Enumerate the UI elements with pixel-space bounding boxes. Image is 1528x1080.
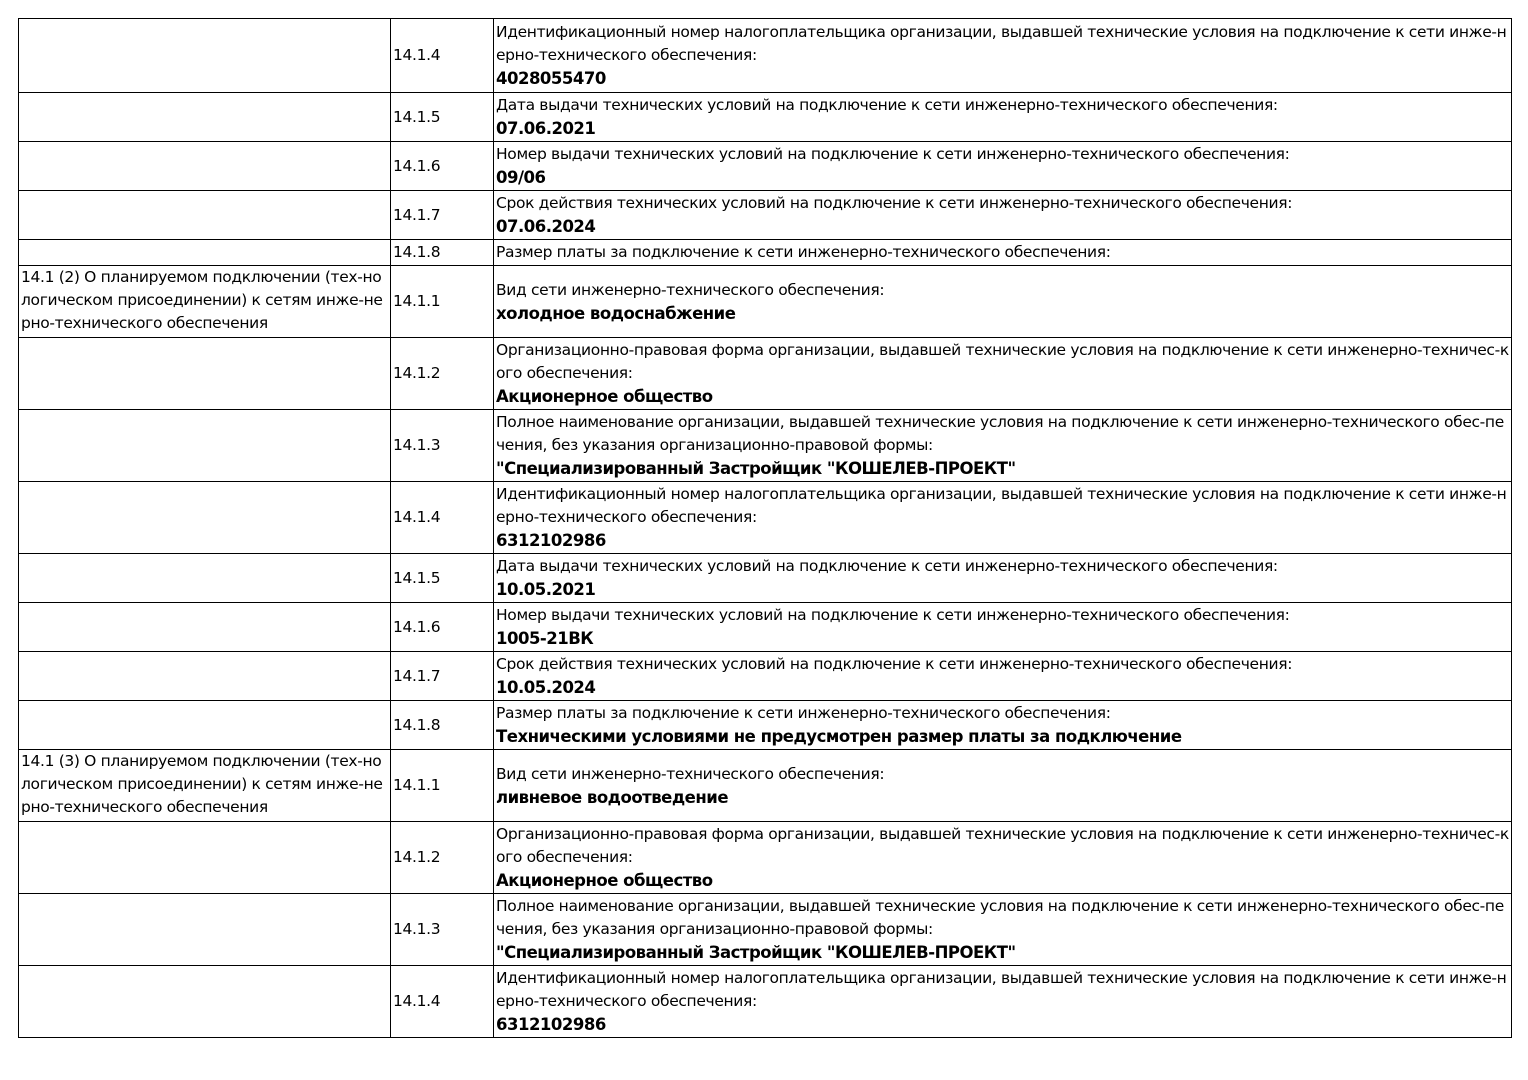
item-number: 14.1.8	[391, 240, 494, 266]
item-number: 14.1.7	[391, 652, 494, 701]
item-label: Организационно-правовая форма организации, выдавшей технические условия на подключение к сети инженерно-техничес-кого обеспечения:	[496, 341, 1509, 382]
item-description	[494, 894, 1512, 966]
item-number: 14.1.3	[391, 894, 494, 966]
item-value: ливневое водоотведение	[496, 787, 729, 807]
table-row	[19, 603, 1512, 652]
item-value: 10.05.2024	[496, 678, 596, 697]
table-row	[19, 142, 1512, 191]
table-row	[19, 894, 1512, 966]
section-cell	[19, 554, 391, 603]
section-cell	[19, 266, 391, 338]
item-label: Вид сети инженерно-технического обеспечения:	[496, 280, 885, 299]
section-cell	[19, 894, 391, 966]
item-description	[494, 701, 1512, 750]
item-number: 14.1.5	[391, 93, 494, 142]
item-description	[494, 822, 1512, 894]
item-value: 07.06.2021	[496, 119, 596, 138]
section-cell	[19, 966, 391, 1038]
item-number: 14.1.6	[391, 142, 494, 191]
table-row	[19, 701, 1512, 750]
section-cell	[19, 338, 391, 410]
item-label: Срок действия технических условий на подключение к сети инженерно-технического обеспечения:	[496, 655, 1293, 673]
item-label: Размер платы за подключение к сети инженерно-технического обеспечения:	[496, 243, 1111, 261]
item-label: Дата выдачи технических условий на подключение к сети инженерно-технического обеспечения:	[496, 557, 1278, 575]
table-row	[19, 822, 1512, 894]
item-description	[494, 266, 1512, 338]
table-row	[19, 93, 1512, 142]
item-value: Акционерное общество	[496, 871, 713, 890]
item-value: 07.06.2024	[496, 217, 596, 236]
section-cell	[19, 652, 391, 701]
table-row	[19, 266, 1512, 338]
item-label: Идентификационный номер налогоплательщика организации, выдавшей технические условия на подключение к сети инже-нерно-технического обеспечения:	[496, 485, 1507, 526]
table-row	[19, 966, 1512, 1038]
table-row	[19, 750, 1512, 822]
table-row	[19, 410, 1512, 482]
item-value: холодное водоснабжение	[496, 303, 736, 323]
item-number: 14.1.8	[391, 701, 494, 750]
item-label: Срок действия технических условий на подключение к сети инженерно-технического обеспечения:	[496, 194, 1293, 212]
item-label: Номер выдачи технических условий на подключение к сети инженерно-технического обеспечения:	[496, 606, 1290, 624]
item-number: 14.1.1	[391, 750, 494, 822]
table-row	[19, 191, 1512, 240]
table-row	[19, 240, 1512, 266]
item-value: 4028055470	[496, 69, 606, 88]
item-value: 09/06	[496, 168, 546, 187]
item-value: 6312102986	[496, 1015, 606, 1034]
item-description	[494, 554, 1512, 603]
item-label: Вид сети инженерно-технического обеспечения:	[496, 764, 885, 783]
item-number: 14.1.5	[391, 554, 494, 603]
section-heading: 14.1 (2) О планируемом подключении (тех-нологическом присоединении) к сетям инже-нерно-технического обеспечения	[21, 268, 383, 332]
item-label: Дата выдачи технических условий на подключение к сети инженерно-технического обеспечения:	[496, 96, 1278, 114]
item-value: Техническими условиями не предусмотрен размер платы за подключение	[496, 727, 1182, 746]
table-row	[19, 482, 1512, 554]
item-number: 14.1.3	[391, 410, 494, 482]
item-value: 1005-21ВК	[496, 629, 594, 648]
section-cell	[19, 603, 391, 652]
item-description	[494, 966, 1512, 1038]
item-description	[494, 750, 1512, 822]
table-row	[19, 652, 1512, 701]
item-number: 14.1.2	[391, 822, 494, 894]
item-value: "Специализированный Застройщик "КОШЕЛЕВ-ПРОЕКТ"	[496, 459, 1016, 478]
item-label: Размер платы за подключение к сети инженерно-технического обеспечения:	[496, 704, 1111, 722]
table-row	[19, 338, 1512, 410]
section-cell	[19, 410, 391, 482]
item-value: "Специализированный Застройщик "КОШЕЛЕВ-ПРОЕКТ"	[496, 943, 1016, 962]
section-cell	[19, 482, 391, 554]
item-description	[494, 240, 1512, 266]
item-description	[494, 19, 1512, 93]
item-number: 14.1.4	[391, 19, 494, 93]
item-description	[494, 142, 1512, 191]
table-row	[19, 19, 1512, 93]
item-value: 6312102986	[496, 531, 606, 550]
table-row	[19, 554, 1512, 603]
section-cell	[19, 19, 391, 93]
item-number: 14.1.2	[391, 338, 494, 410]
item-number: 14.1.7	[391, 191, 494, 240]
item-description	[494, 93, 1512, 142]
section-cell	[19, 142, 391, 191]
item-label: Идентификационный номер налогоплательщика организации, выдавшей технические условия на подключение к сети инже-нерно-технического обеспечения:	[496, 969, 1507, 1010]
item-description	[494, 410, 1512, 482]
item-description	[494, 338, 1512, 410]
item-value: 10.05.2021	[496, 580, 596, 599]
item-value: Акционерное общество	[496, 387, 713, 406]
item-label: Полное наименование организации, выдавшей технические условия на подключение к сети инженерно-технического обес-печения, без указания организационно-правовой формы:	[496, 897, 1504, 938]
item-label: Полное наименование организации, выдавшей технические условия на подключение к сети инженерно-технического обес-печения, без указания организационно-правовой формы:	[496, 413, 1504, 454]
item-label: Идентификационный номер налогоплательщика организации, выдавшей технические условия на подключение к сети инже-нерно-технического обеспечения:	[496, 23, 1507, 64]
item-description	[494, 191, 1512, 240]
item-description	[494, 482, 1512, 554]
item-description	[494, 603, 1512, 652]
section-cell	[19, 822, 391, 894]
item-number: 14.1.6	[391, 603, 494, 652]
item-description	[494, 652, 1512, 701]
section-cell	[19, 701, 391, 750]
section-heading: 14.1 (3) О планируемом подключении (тех-нологическом присоединении) к сетям инже-нерно-технического обеспечения	[21, 752, 383, 816]
item-number: 14.1.1	[391, 266, 494, 338]
item-number: 14.1.4	[391, 966, 494, 1038]
table-body	[19, 19, 1512, 1038]
declaration-table	[18, 18, 1512, 1038]
item-label: Организационно-правовая форма организации, выдавшей технические условия на подключение к сети инженерно-техничес-кого обеспечения:	[496, 825, 1509, 866]
section-cell	[19, 191, 391, 240]
item-label: Номер выдачи технических условий на подключение к сети инженерно-технического обеспечения:	[496, 145, 1290, 163]
section-cell	[19, 750, 391, 822]
item-number: 14.1.4	[391, 482, 494, 554]
section-cell	[19, 240, 391, 266]
section-cell	[19, 93, 391, 142]
